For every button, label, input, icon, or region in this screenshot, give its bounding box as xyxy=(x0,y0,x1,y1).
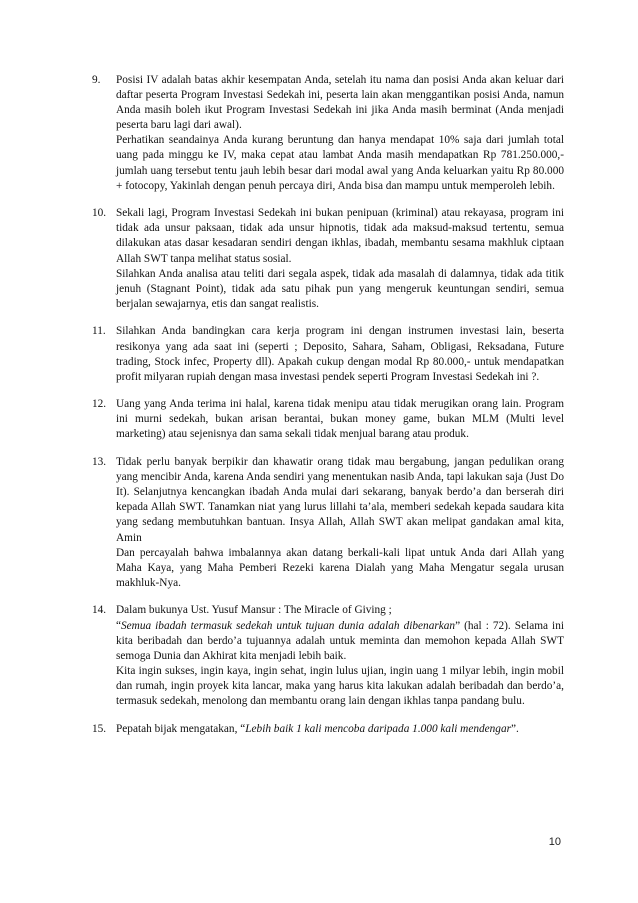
item-intro: Dalam bukunya Ust. Yusuf Mansur : The Miracle of Giving ; xyxy=(116,604,392,617)
list-item-12 xyxy=(92,397,564,442)
item-paragraph: Sekali lagi, Program Investasi Sedekah ini bukan penipuan (kriminal) atau rekayasa, program ini tidak ada unsur paksaan, tidak ada unsur hipnotis, tidak ada maksud-maksud tertentu, semua dilakukan atas dasar kesadaran sendiri dengan ikhlas, ibadah, membantu sesama makhluk ciptaan Allah SWT tanpa melihat status sosial. xyxy=(116,207,564,265)
item-number: 11. xyxy=(92,325,106,338)
page-number: 10 xyxy=(548,836,561,848)
list-item-9 xyxy=(92,73,564,194)
item-text: Selama ini kita beribadah dan berdo’a tujuannya adalah untuk meminta dan memohon kepada Allah SWT semoga Dunia dan Akhirat kita menjadi lebih baik. xyxy=(116,619,564,662)
item-number: 14. xyxy=(92,604,107,617)
item-number: 15. xyxy=(92,722,107,735)
list-item-11 xyxy=(92,324,564,384)
item-paragraph: Dan percayalah bahwa imbalannya akan datang berkali-kali lipat untuk Anda dari Allah yang Maha Kaya, yang Maha Pemberi Rezeki karena Dialah yang Maha Mengatur segala urusan makhluk-Nya. xyxy=(116,546,564,589)
list-item-14 xyxy=(92,603,564,709)
item-number: 12. xyxy=(92,398,107,411)
item-paragraph: Uang yang Anda terima ini halal, karena tidak menipu atau tidak merugikan orang lain. Program ini murni sedekah, bukan arisan berantai, bukan money game, bukan MLM (Multi level marketing) atau sejenisnya dan sama sekali tidak menjual barang atau produk. xyxy=(116,398,564,441)
quote-citation: ” (hal : 72). xyxy=(455,619,511,632)
item-paragraph: Silahkan Anda analisa atau teliti dari segala aspek, tidak ada masalah di dalamnya, tidak ada titik jenuh (Stagnant Point), tidak ada satu pihak pun yang mengeruk keuntungan sendiri, semua berjalan sewajarnya, etis dan sangat realistis. xyxy=(116,267,564,310)
item-number: 13. xyxy=(92,456,107,469)
item-intro: Pepatah bijak mengatakan, “ xyxy=(116,722,246,735)
list-item-13 xyxy=(92,455,564,591)
quote-paragraph xyxy=(116,619,564,664)
item-number: 10. xyxy=(92,207,107,220)
numbered-list xyxy=(92,73,564,749)
quote-paragraph xyxy=(116,722,564,737)
list-item-10 xyxy=(92,206,564,312)
item-paragraph: Silahkan Anda bandingkan cara kerja program ini dengan instrumen investasi lain, beserta resikonya yang ada saat ini (seperti ; Deposito, Sahara, Saham, Obligasi, Reksadana, Future trading, Stock infec, Property dll). Apakah cukup dengan modal Rp 80.000,- untuk mendapatkan profit milyaran rupiah dengan masa investasi pendek seperti Program Investasi Sedekah ini ?. xyxy=(116,325,564,383)
quote-close-mark: ”. xyxy=(511,722,519,735)
quote-open-mark: “ xyxy=(116,619,122,632)
item-paragraph: Tidak perlu banyak berpikir dan khawatir orang tidak mau bergabung, jangan pedulikan orang yang mencibir Anda, karena Anda sendiri yang menentukan nasib Anda, tapi lakukan saja (Just Do It). Selanjutnya kencangkan ibadah Anda mulai dari sekarang, banyak berdo’a dan berserah diri kepada Allah SWT. Tanamkan niat yang lurus lillahi ta’ala, memberi sedekah kepada saudara kita yang sedang membutuhkan bantuan. Insya Allah, Allah SWT akan melipat gandakan amal kita, Amin xyxy=(116,456,564,544)
item-paragraph: Posisi IV adalah batas akhir kesempatan Anda, setelah itu nama dan posisi Anda akan keluar dari daftar peserta Program Investasi Sedekah ini, peserta lain akan menggantikan posisi Anda, namun Anda masih boleh ikut Program Investasi Sedekah ini jika Anda masih berminat (Anda menjadi peserta baru lagi dari awal). xyxy=(116,74,564,132)
list-item-15 xyxy=(92,722,564,737)
item-paragraph: Kita ingin sukses, ingin kaya, ingin sehat, ingin lulus ujian, ingin uang 1 milyar lebih, ingin mobil dan rumah, ingin proyek kita lancar, maka yang harus kita lakukan adalah beribadah dan berdo’a, termasuk sedekah, menolong dan membantu orang lain dengan ikhlas tanpa pandang bulu. xyxy=(116,664,564,707)
italic-quote: Lebih baik 1 kali mencoba daripada 1.000 kali mendengar xyxy=(245,722,512,735)
item-paragraph: Perhatikan seandainya Anda kurang beruntung dan hanya mendapat 10% saja dari jumlah total uang pada minggu ke IV, maka cepat atau lambat Anda masih mendapatkan Rp 781.250.000,- jumlah uang tersebut tentu jauh lebih besar dari modal awal yang Anda keluarkan yaitu Rp 80.000 + fotocopy, Yakinlah dengan penuh percaya diri, Anda bisa dan mampu untuk memperoleh lebih. xyxy=(116,134,564,192)
italic-quote: Semua ibadah termasuk sedekah untuk tujuan dunia adalah dibenarkan xyxy=(121,619,456,632)
item-number: 9. xyxy=(92,74,101,86)
